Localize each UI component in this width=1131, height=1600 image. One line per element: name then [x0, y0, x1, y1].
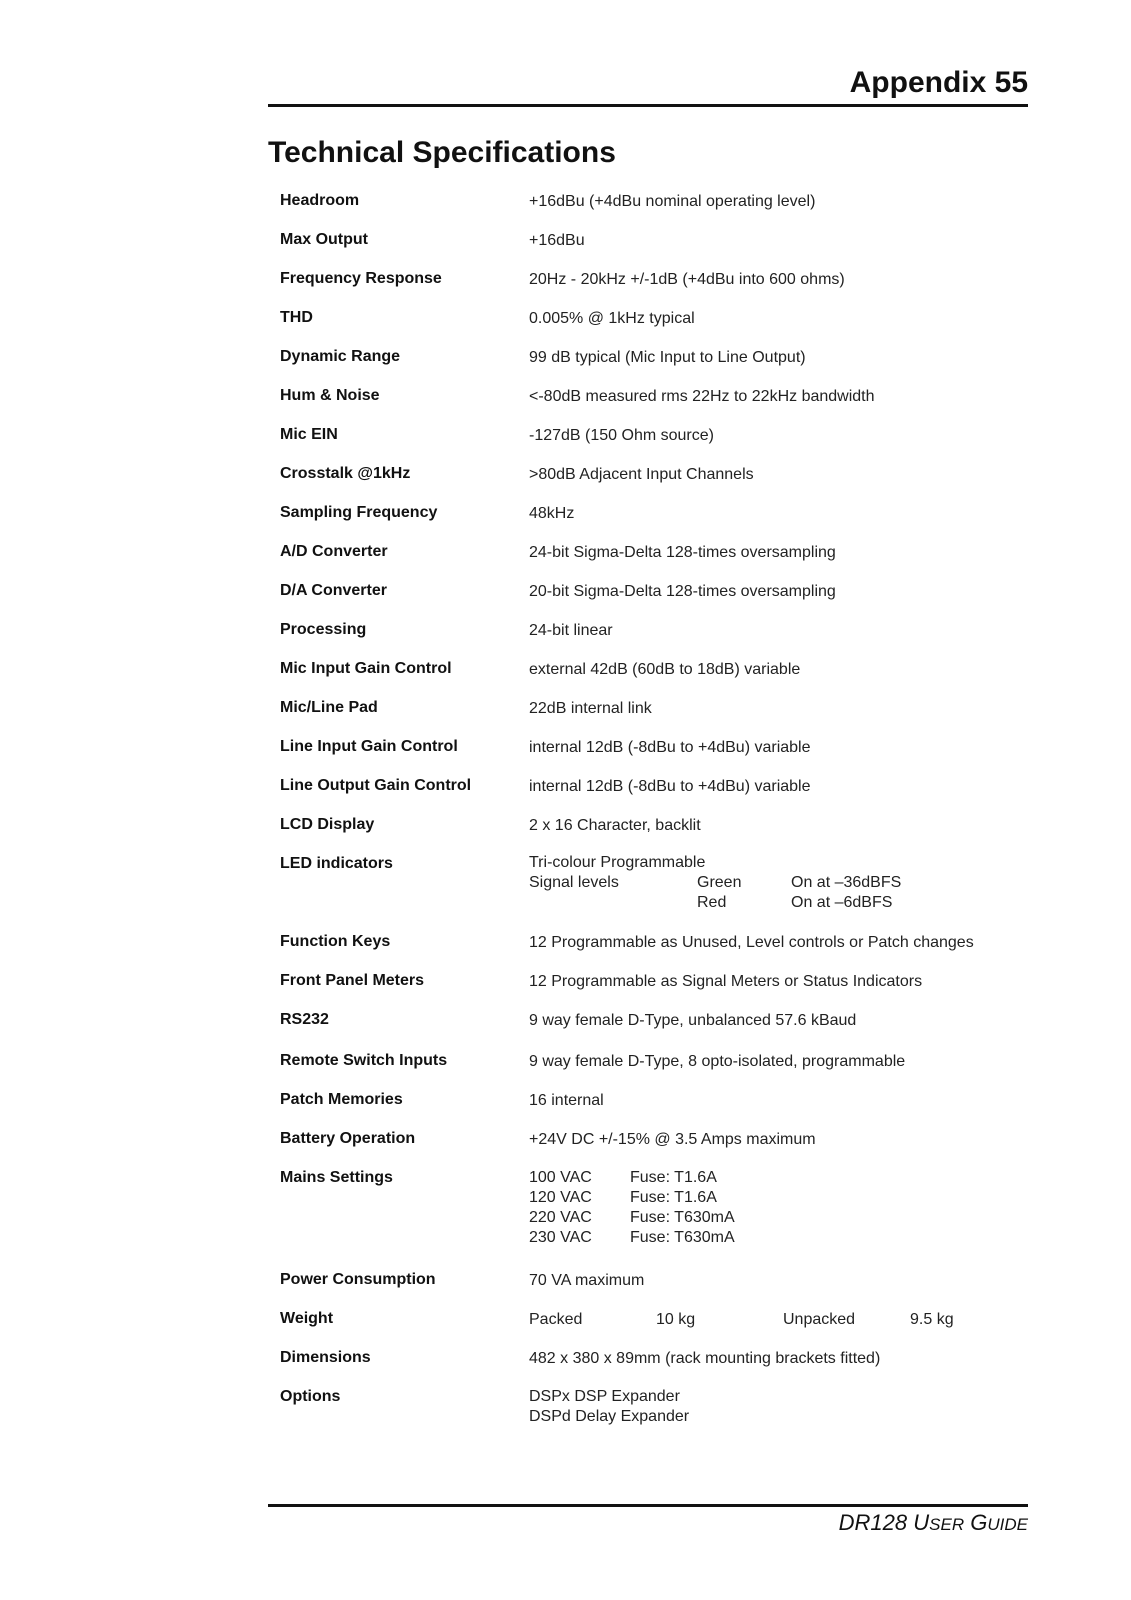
- spec-label: Sampling Frequency: [280, 504, 438, 521]
- spec-value: internal 12dB (-8dBu to +4dBu) variable: [529, 739, 811, 756]
- spec-label: Headroom: [280, 192, 360, 209]
- spec-label: Processing: [280, 621, 367, 638]
- mains-fuse: Fuse: T630mA: [630, 1209, 735, 1226]
- weight-cell: 9.5 kg: [910, 1311, 954, 1328]
- spec-label: Mains Settings: [280, 1169, 393, 1186]
- weight-cell: Packed: [529, 1311, 583, 1328]
- footer-rule: [268, 1504, 1028, 1507]
- spec-value: 2 x 16 Character, backlit: [529, 817, 701, 834]
- weight-cell: Unpacked: [783, 1311, 856, 1328]
- mains-fuse: Fuse: T1.6A: [630, 1169, 717, 1186]
- led-cell: Green: [697, 874, 742, 891]
- appendix-title: Appendix 55: [849, 66, 1028, 99]
- mains-voltage: 120 VAC: [529, 1189, 592, 1206]
- spec-value: external 42dB (60dB to 18dB) variable: [529, 661, 801, 678]
- spec-label: Mic Input Gain Control: [280, 660, 452, 677]
- footer-uide: UIDE: [987, 1515, 1028, 1534]
- spec-label: Mic EIN: [280, 426, 338, 443]
- footer-g: G: [970, 1510, 988, 1535]
- page-title: Technical Specifications: [268, 136, 616, 169]
- spec-value-line: Tri-colour Programmable: [529, 854, 706, 871]
- footer-u: U: [913, 1510, 930, 1535]
- spec-value: >80dB Adjacent Input Channels: [529, 466, 754, 483]
- mains-spec-value: [529, 1168, 829, 1248]
- spec-label: Function Keys: [280, 933, 391, 950]
- spec-value: 9 way female D-Type, unbalanced 57.6 kBaud: [529, 1012, 857, 1029]
- weight-spec-value: [529, 1310, 989, 1330]
- spec-value-line: DSPx DSP Expander: [529, 1388, 680, 1405]
- spec-label: LED indicators: [280, 855, 393, 872]
- led-spec-value: [529, 853, 929, 913]
- spec-label: Front Panel Meters: [280, 972, 425, 989]
- spec-value: +16dBu (+4dBu nominal operating level): [529, 193, 816, 210]
- spec-value: 0.005% @ 1kHz typical: [529, 310, 695, 327]
- weight-cell: 10 kg: [656, 1311, 696, 1328]
- spec-label: Max Output: [280, 231, 368, 248]
- led-cell: On at –6dBFS: [791, 894, 893, 911]
- spec-label: Battery Operation: [280, 1130, 416, 1147]
- footer-model: DR128: [838, 1510, 908, 1535]
- spec-value: 20Hz - 20kHz +/-1dB (+4dBu into 600 ohms): [529, 271, 845, 288]
- spec-label: RS232: [280, 1011, 329, 1028]
- spec-label: Frequency Response: [280, 270, 442, 287]
- mains-voltage: 100 VAC: [529, 1169, 592, 1186]
- spec-label: Crosstalk @1kHz: [280, 465, 411, 482]
- spec-value: +24V DC +/-15% @ 3.5 Amps maximum: [529, 1131, 816, 1148]
- spec-value: 48kHz: [529, 505, 575, 522]
- mains-voltage: 220 VAC: [529, 1209, 592, 1226]
- spec-label: Remote Switch Inputs: [280, 1052, 448, 1069]
- spec-label: Line Input Gain Control: [280, 738, 458, 755]
- mains-fuse: Fuse: T1.6A: [630, 1189, 717, 1206]
- mains-fuse: Fuse: T630mA: [630, 1229, 735, 1246]
- spec-label: Mic/Line Pad: [280, 699, 378, 716]
- spec-label: Options: [280, 1388, 341, 1405]
- mains-voltage: 230 VAC: [529, 1229, 592, 1246]
- spec-value: -127dB (150 Ohm source): [529, 427, 714, 444]
- spec-table: [280, 0, 1040, 1500]
- spec-value-line: DSPd Delay Expander: [529, 1408, 690, 1425]
- spec-label: A/D Converter: [280, 543, 388, 560]
- spec-label: Hum & Noise: [280, 387, 380, 404]
- spec-label: Weight: [280, 1310, 334, 1327]
- spec-value: 12 Programmable as Unused, Level controls or Patch changes: [529, 934, 974, 951]
- spec-value: <-80dB measured rms 22Hz to 22kHz bandwidth: [529, 388, 875, 405]
- spec-value: internal 12dB (-8dBu to +4dBu) variable: [529, 778, 811, 795]
- spec-label: THD: [280, 309, 313, 326]
- spec-value: 24-bit linear: [529, 622, 613, 639]
- options-spec-value: [529, 1387, 689, 1427]
- spec-value: 20-bit Sigma-Delta 128-times oversampling: [529, 583, 836, 600]
- spec-label: Line Output Gain Control: [280, 777, 472, 794]
- spec-value: +16dBu: [529, 232, 585, 249]
- spec-value: 22dB internal link: [529, 700, 652, 717]
- spec-value: 24-bit Sigma-Delta 128-times oversampling: [529, 544, 836, 561]
- spec-label: Dimensions: [280, 1349, 371, 1366]
- led-cell: On at –36dBFS: [791, 874, 902, 891]
- spec-value: 99 dB typical (Mic Input to Line Output): [529, 349, 806, 366]
- spec-value: 70 VA maximum: [529, 1272, 645, 1289]
- spec-label: Patch Memories: [280, 1091, 403, 1108]
- footer-guide-title: [839, 1510, 1028, 1536]
- spec-label: D/A Converter: [280, 582, 387, 599]
- spec-label: Dynamic Range: [280, 348, 401, 365]
- led-cell: Signal levels: [529, 874, 619, 891]
- spec-label: LCD Display: [280, 816, 375, 833]
- spec-value: 482 x 380 x 89mm (rack mounting brackets fitted): [529, 1350, 881, 1367]
- spec-value: 12 Programmable as Signal Meters or Status Indicators: [529, 973, 923, 990]
- footer-ser: SER: [929, 1515, 965, 1534]
- led-cell: Red: [697, 894, 727, 911]
- spec-value: 16 internal: [529, 1092, 604, 1109]
- spec-label: Power Consumption: [280, 1271, 436, 1288]
- spec-value: 9 way female D-Type, 8 opto-isolated, programmable: [529, 1053, 906, 1070]
